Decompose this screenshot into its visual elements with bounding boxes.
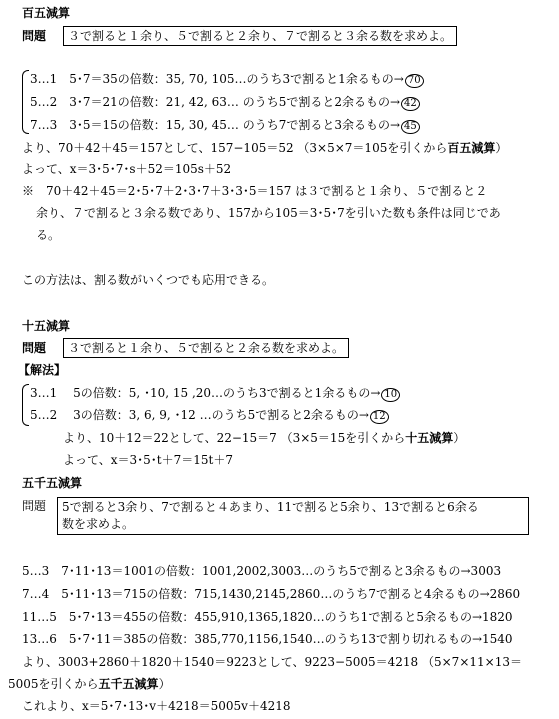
- note-line: る。: [36, 228, 61, 242]
- problem-box: [57, 497, 529, 535]
- problem-text: 数を求めよ。: [62, 517, 135, 531]
- circled-number: 70: [405, 74, 424, 88]
- problem-text: 5で割ると3余り、7で割ると４あまり、11で割ると5余り、13で割ると6余る: [62, 500, 479, 514]
- condition-row: 13…6 5･7･11＝385の倍数：385,770,1156,1540…のうち13で割り切れるもの→1540: [22, 632, 513, 646]
- condition-row: 7…4 5･11･13＝715の倍数：715,1430,2145,2860…のうち7で割ると4余るもの→2860: [22, 587, 521, 601]
- condition-row: 7…3 3･5＝15の倍数：15, 30, 45… のうち7で割ると3余るもの→ 45: [30, 117, 420, 134]
- problem-text: ３で割ると１余り、５で割ると２余る数を求めよ。: [68, 341, 345, 355]
- condition-row: 5…2 3の倍数：3, 6, 9, ･12 …のうち5で割ると2余るもの→ 12: [30, 407, 389, 424]
- calculation-line: より、10＋12＝22として、22−15＝7 （3×5＝15を引くから十五減算）: [63, 431, 466, 445]
- condition-row: 3…1 5の倍数：5, ･10, 15 ,20…のうち3で割ると1余るもの→ 10: [30, 385, 400, 402]
- circled-number: 10: [381, 388, 400, 402]
- circled-number: 12: [370, 410, 389, 424]
- section-title: 百五減算: [22, 6, 71, 20]
- solution-label: 【解法】: [18, 363, 67, 377]
- circled-number: 42: [401, 97, 420, 111]
- problem-label: 問題: [22, 341, 47, 355]
- result-line: よって、x＝3･5･t＋7＝15t＋7: [63, 453, 233, 467]
- calculation-line: より、70＋42＋45＝157として、157−105＝52 （3×5×7＝105を引くから百五減算）: [22, 141, 508, 155]
- problem-text: ３で割ると１余り、５で割ると２余り、７で割ると３余る数を求めよ。: [68, 29, 453, 43]
- note-line: 余り、７で割ると３余る数であり、157から105＝3･5･7を引いた数も条件は同じであ: [36, 206, 501, 220]
- calculation-line: 5005を引くから五千五減算）: [8, 677, 171, 691]
- section-title: 十五減算: [22, 319, 71, 333]
- section-title: 五千五減算: [22, 476, 83, 490]
- result-line: これより、x＝5･7･13･v＋4218＝5005v＋4218: [22, 699, 291, 713]
- problem-label: 問題: [22, 29, 47, 43]
- result-line: よって、x＝3･5･7･s＋52＝105s＋52: [22, 162, 232, 176]
- closing-remark: この方法は、割る数がいくつでも応用できる。: [22, 273, 275, 287]
- condition-row: 3…1 5･7＝35の倍数：35, 70, 105…のうち3で割ると1余るもの→ 70: [30, 71, 424, 88]
- circled-number: 45: [401, 120, 420, 134]
- problem-label: 問題: [22, 499, 47, 513]
- condition-row: 5…3 7･11･13＝1001の倍数：1001,2002,3003…のうち5で割ると3余るもの→3003: [22, 564, 502, 578]
- condition-row: 11…5 5･7･13＝455の倍数：455,910,1365,1820…のうち1で割ると5余るもの→1820: [22, 610, 513, 624]
- condition-row: 5…2 3･7＝21の倍数：21, 42, 63… のうち5で割ると2余るもの→ 42: [30, 94, 420, 111]
- calculation-line: より、3003+2860＋1820＋1540＝9223として、9223−5005＝4218 （5×7×11×13＝: [22, 655, 522, 669]
- note-line: ※ 70＋42＋45＝2･5･7＋2･3･7＋3･3･5＝157 は３で割ると１余り、５で割ると２: [22, 184, 488, 198]
